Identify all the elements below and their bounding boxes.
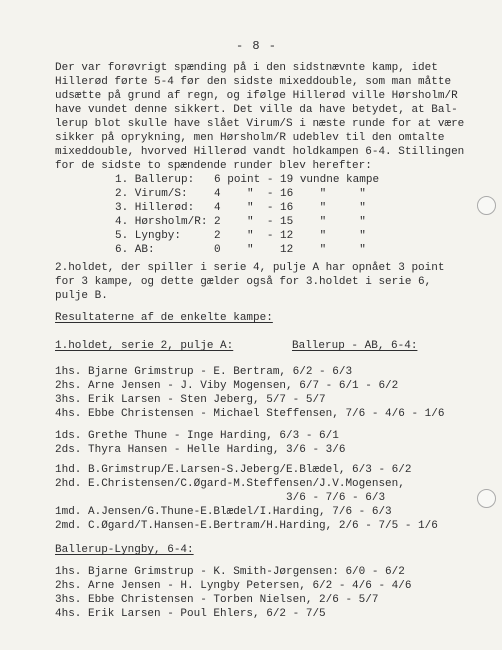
match1-line: 2hd. E.Christensen/C.Øgard-M.Steffensen/J.V.Mogensen,: [55, 478, 405, 490]
page-number: - 8 -: [236, 39, 278, 53]
match1-line: 1md. A.Jensen/G.Thune-E.Blædel/I.Harding, 7/6 - 6/3: [55, 506, 392, 518]
match1-line: 1hd. B.Grimstrup/E.Larsen-S.Jeberg/E.Blædel, 6/3 - 6/2: [55, 464, 412, 476]
paragraph-line: Der var forøvrigt spænding på i den sidstnævnte kamp, idet: [55, 62, 438, 74]
match1-heading: Ballerup - AB, 6-4:: [292, 340, 418, 352]
standings-row: 6. AB: 0 " 12 " ": [115, 244, 366, 256]
standings-row: 1. Ballerup: 6 point - 19 vundne kampe: [115, 174, 380, 186]
standings-row: 3. Hillerød: 4 " - 16 " ": [115, 202, 366, 214]
match2-line: 4hs. Erik Larsen - Poul Ehlers, 6/2 - 7/5: [55, 608, 326, 620]
paragraph-line: mixeddouble, hvorved Hillerød vandt holdkampen 6-4. Stillingen: [55, 146, 465, 158]
standings-row: 2. Virum/S: 4 " - 16 " ": [115, 188, 366, 200]
match1-line: 3hs. Erik Larsen - Sten Jeberg, 5/7 - 5/7: [55, 394, 326, 406]
paragraph2-line: 2.holdet, der spiller i serie 4, pulje A har opnået 3 point: [55, 262, 445, 274]
paragraph-line: lerup blot skulle have slået Virum/S i næste runde for at være: [55, 118, 465, 130]
match1-line: 3/6 - 7/6 - 6/3: [55, 492, 386, 504]
match1-line: 2hs. Arne Jensen - J. Viby Mogensen, 6/7 - 6/1 - 6/2: [55, 380, 399, 392]
standings-row: 4. Hørsholm/R: 2 " - 15 " ": [115, 216, 366, 228]
paragraph-line: sikker på oprykning, men Hørsholm/R udeblev til den omtalte: [55, 132, 445, 144]
match1-line: 2ds. Thyra Hansen - Helle Harding, 3/6 - 3/6: [55, 444, 346, 456]
match2-line: 1hs. Bjarne Grimstrup - K. Smith-Jørgensen: 6/0 - 6/2: [55, 566, 405, 578]
match1-line: 1ds. Grethe Thune - Inge Harding, 6/3 - 6/1: [55, 430, 339, 442]
match2-line: 2hs. Arne Jensen - H. Lyngby Petersen, 6/2 - 4/6 - 4/6: [55, 580, 412, 592]
team-heading: 1.holdet, serie 2, pulje A:: [55, 340, 234, 352]
punch-hole: [477, 196, 496, 215]
paragraph-line: Hillerød førte 5-4 før den sidste mixeddouble, som man måtte: [55, 76, 452, 88]
match1-line: 4hs. Ebbe Christensen - Michael Steffensen, 7/6 - 4/6 - 1/6: [55, 408, 445, 420]
results-heading: Resultaterne af de enkelte kampe:: [55, 312, 273, 324]
standings-row: 5. Lyngby: 2 " - 12 " ": [115, 230, 366, 242]
match1-line: 1hs. Bjarne Grimstrup - E. Bertram, 6/2 - 6/3: [55, 366, 353, 378]
match1-line: 2md. C.Øgard/T.Hansen-E.Bertram/H.Harding, 2/6 - 7/5 - 1/6: [55, 520, 438, 532]
paragraph2-line: for 3 kampe, og dette gælder også for 3.holdet i serie 6,: [55, 276, 432, 288]
paragraph-line: have vundet denne sikkert. Det ville da have betydet, at Bal-: [55, 104, 458, 116]
match2-line: 3hs. Ebbe Christensen - Torben Nielsen, 2/6 - 5/7: [55, 594, 379, 606]
paragraph2-line: pulje B.: [55, 290, 108, 302]
paragraph-line: for de sidste to spændende runder blev herefter:: [55, 160, 372, 172]
match2-heading: Ballerup-Lyngby, 6-4:: [55, 544, 194, 556]
paragraph-line: udsætte på grund af regn, og ifølge Hillerød ville Hørsholm/R: [55, 90, 458, 102]
punch-hole: [477, 489, 496, 508]
